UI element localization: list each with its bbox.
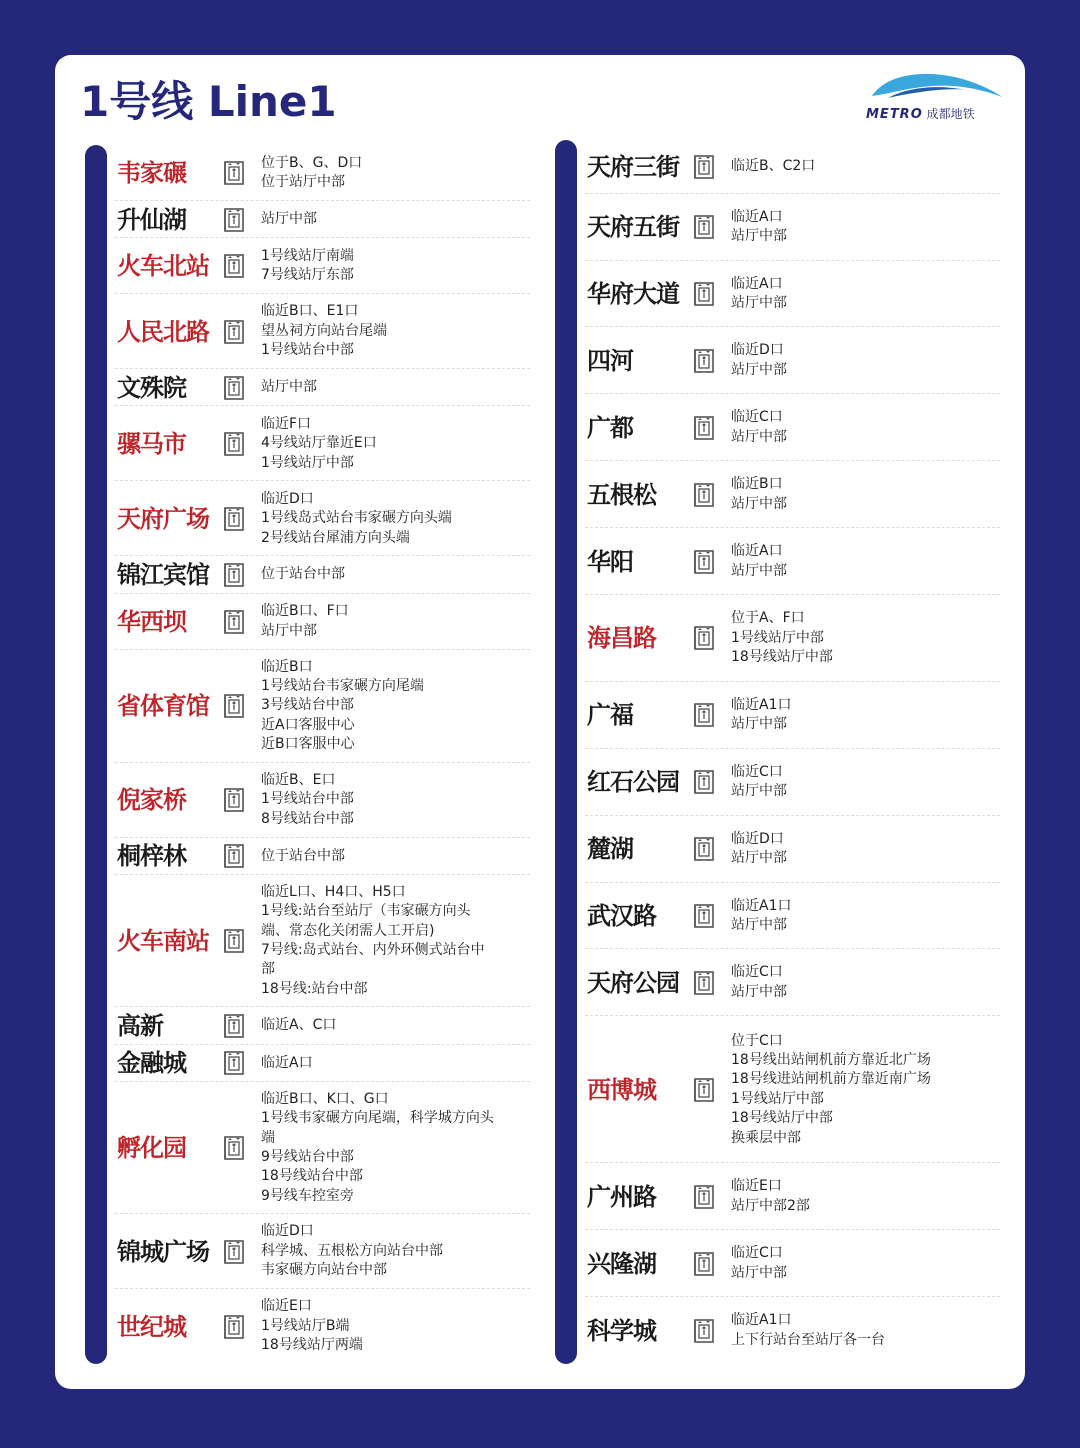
station-name[interactable]: 华府大道: [587, 280, 679, 308]
location-line: 临近B口: [731, 476, 783, 493]
elevator-location: [261, 378, 317, 397]
elevator-location: [261, 210, 317, 229]
elevator-location: [261, 1090, 494, 1206]
station-row: [85, 294, 530, 369]
station-name[interactable]: 文殊院: [117, 373, 186, 402]
station-name[interactable]: 红石公园: [587, 768, 679, 797]
elevator-location: [261, 1016, 336, 1035]
location-line: 站厅中部: [731, 361, 787, 378]
elevator-icon: [223, 253, 249, 279]
elevator-icon: [223, 1239, 249, 1265]
elevator-location: [731, 963, 787, 1002]
metro-logo: [866, 66, 1006, 126]
station-row: [555, 1297, 1000, 1364]
elevator-icon: [693, 702, 719, 728]
elevator-location: [261, 1054, 313, 1073]
location-line: 1号线站台中部: [261, 342, 354, 359]
location-line: 站厅中部: [261, 379, 317, 396]
location-line: 换乘层中部: [731, 1129, 801, 1146]
elevator-icon: [223, 160, 249, 186]
elevator-location: [731, 830, 787, 869]
station-name[interactable]: 五根松: [587, 480, 656, 509]
station-row: [555, 682, 1000, 749]
location-line: 临近F口: [261, 415, 312, 432]
station-name[interactable]: 韦家碾: [117, 158, 186, 187]
station-name[interactable]: 广福: [587, 701, 633, 730]
elevator-icon: [223, 928, 249, 954]
location-line: 临近C口: [731, 964, 783, 981]
elevator-icon: [693, 281, 719, 307]
location-line: 临近C口: [731, 763, 783, 780]
location-line: 18号线站台中部: [261, 1168, 363, 1185]
elevator-location: [731, 542, 787, 581]
station-row: [555, 1163, 1000, 1230]
location-line: 临近L口、H4口、H5口: [261, 883, 406, 900]
location-line: 1号线站厅南端: [261, 247, 354, 264]
location-line: 端、常态化关闭需人工开启): [261, 922, 435, 939]
location-line: 1号线岛式站台韦家碾方向头端: [261, 510, 452, 527]
station-row: [555, 261, 1000, 328]
page-title: 1号线 Line1: [80, 77, 337, 126]
elevator-location: [731, 341, 787, 380]
line-bar: [85, 145, 107, 1364]
location-line: 站厅中部: [731, 428, 787, 445]
location-line: 临近A、C口: [261, 1017, 337, 1034]
elevator-location: [261, 154, 362, 193]
location-line: 8号线站台中部: [261, 810, 354, 827]
location-line: 临近D口: [731, 342, 784, 359]
station-row: [85, 594, 530, 650]
location-line: 临近B、C2口: [731, 158, 816, 175]
location-line: 临近A1口: [731, 897, 792, 914]
elevator-location: [731, 408, 787, 447]
station-row: [555, 461, 1000, 528]
location-line: 1号线站厅B端: [261, 1317, 350, 1334]
location-line: 1号线韦家碾方向尾端，科学城方向头: [261, 1110, 494, 1127]
station-name[interactable]: 人民北路: [117, 317, 209, 346]
station-row: [555, 528, 1000, 595]
location-line: 近A口客服中心: [261, 716, 355, 733]
station-row: [555, 949, 1000, 1016]
elevator-location: [261, 415, 377, 473]
station-name[interactable]: 天府三街: [587, 152, 679, 181]
metro-logo-text: METRO 成都地铁: [866, 107, 975, 122]
location-line: 位于B、G、D口: [261, 154, 363, 171]
elevator-location: [731, 157, 815, 176]
station-row: [85, 406, 530, 481]
station-name[interactable]: 麓湖: [587, 835, 633, 864]
elevator-icon: [223, 1314, 249, 1340]
location-line: 临近D口: [731, 830, 784, 847]
station-row: [555, 595, 1000, 682]
station-row: [85, 238, 530, 294]
location-line: 临近B、E口: [261, 772, 336, 789]
elevator-location: [731, 1311, 885, 1350]
elevator-icon: [693, 625, 719, 651]
station-name[interactable]: 省体育馆: [117, 692, 209, 721]
location-line: 18号线站厅中部: [731, 1110, 833, 1127]
elevator-location: [731, 1032, 931, 1148]
location-line: 临近D口: [261, 490, 314, 507]
station-row: [555, 140, 1000, 194]
elevator-icon: [693, 903, 719, 929]
location-line: 18号线:站台中部: [261, 980, 368, 997]
elevator-location: [731, 696, 791, 735]
elevator-icon: [693, 214, 719, 240]
location-line: 3号线站台中部: [261, 697, 354, 714]
elevator-location: [731, 1244, 787, 1283]
station-name[interactable]: 锦江宾馆: [117, 560, 209, 589]
location-line: 9号线车控室旁: [261, 1187, 354, 1204]
elevator-icon: [693, 348, 719, 374]
station-name[interactable]: 火车北站: [117, 252, 209, 281]
location-line: 站厅中部2部: [731, 1197, 810, 1214]
elevator-location: [261, 602, 349, 641]
location-line: 部: [261, 961, 275, 978]
location-line: 位于站厅中部: [261, 173, 345, 190]
station-row: [85, 481, 530, 556]
elevator-icon: [223, 319, 249, 345]
station-name[interactable]: 四河: [587, 346, 633, 375]
station-name[interactable]: 广都: [587, 413, 633, 442]
station-name[interactable]: 兴隆湖: [587, 1249, 656, 1278]
elevator-icon: [223, 431, 249, 457]
location-line: 位于A、F口: [731, 610, 805, 627]
location-line: 9号线站台中部: [261, 1149, 354, 1166]
location-line: 站厅中部: [731, 917, 787, 933]
elevator-icon: [223, 843, 249, 869]
location-line: 1号线:站台至站厅（韦家碾方向头: [261, 903, 471, 920]
station-row: [85, 369, 530, 406]
station-row: [555, 883, 1000, 950]
location-line: 站厅中部: [731, 783, 787, 800]
elevator-location: [261, 883, 485, 999]
elevator-icon: [693, 769, 719, 795]
location-line: 站厅中部: [261, 622, 317, 639]
station-name[interactable]: 华阳: [587, 547, 633, 576]
location-line: 临近B口、E1口: [261, 303, 359, 320]
location-line: 临近A口: [731, 208, 783, 225]
location-line: 望丛祠方向站台尾端: [261, 322, 387, 339]
station-name[interactable]: 世纪城: [117, 1312, 186, 1341]
station-name[interactable]: 骡马市: [117, 429, 186, 458]
station-name[interactable]: 天府五街: [587, 213, 679, 242]
location-line: 临近A1口: [731, 1312, 792, 1329]
location-line: 科学城、五根松方向站台中部: [261, 1242, 443, 1259]
station-name[interactable]: 孵化园: [117, 1134, 186, 1162]
location-line: 18号线站厅两端: [261, 1337, 363, 1354]
station-name[interactable]: 武汉路: [587, 902, 656, 930]
elevator-location: [731, 897, 791, 936]
location-line: 站厅中部: [731, 983, 787, 1000]
location-line: 临近B口、F口: [261, 603, 349, 620]
location-line: 4号线站厅靠近E口: [261, 435, 377, 452]
elevator-icon: [693, 415, 719, 441]
elevator-location: [261, 1297, 363, 1355]
station-row: [555, 327, 1000, 394]
elevator-icon: [693, 154, 719, 180]
elevator-location: [261, 847, 345, 866]
location-line: 临近A1口: [731, 696, 792, 713]
station-name[interactable]: 升仙湖: [117, 205, 186, 234]
station-row: [85, 1007, 530, 1044]
station-row: [555, 1230, 1000, 1297]
station-row: [85, 875, 530, 1007]
elevator-icon: [693, 836, 719, 862]
station-name[interactable]: 高新: [117, 1011, 163, 1040]
elevator-location: [261, 565, 345, 584]
station-row: [555, 194, 1000, 261]
elevator-icon: [223, 207, 249, 233]
location-line: 站厅中部: [261, 210, 317, 227]
location-line: 临近E口: [261, 1298, 312, 1315]
location-line: 站厅中部: [731, 228, 787, 245]
station-row: [85, 1082, 530, 1214]
location-line: 站厅中部: [731, 562, 787, 579]
station-name[interactable]: 锦城广场: [117, 1237, 209, 1266]
line-bar: [555, 140, 577, 1364]
station-name[interactable]: 天府广场: [117, 504, 209, 533]
location-line: 18号线站厅中部: [731, 649, 833, 666]
elevator-icon: [223, 1013, 249, 1039]
location-line: 端: [261, 1129, 275, 1146]
elevator-icon: [693, 482, 719, 508]
location-line: 站厅中部: [731, 850, 787, 867]
elevator-icon: [693, 1184, 719, 1210]
location-line: 站厅中部: [731, 716, 787, 733]
location-line: 临近B口: [261, 658, 313, 675]
station-row: [555, 394, 1000, 461]
location-line: 近B口客服中心: [261, 736, 355, 753]
elevator-icon: [693, 1251, 719, 1277]
location-line: 临近A口: [731, 275, 783, 292]
elevator-location: [731, 475, 787, 514]
location-line: 1号线站台中部: [261, 791, 354, 808]
location-line: 临近E口: [731, 1178, 782, 1195]
location-line: 上下行站台至站厅各一台: [731, 1331, 885, 1348]
elevator-location: [731, 609, 833, 667]
station-name[interactable]: 桐梓林: [117, 842, 186, 871]
location-line: 临近A口: [261, 1054, 313, 1071]
station-name[interactable]: 广州路: [587, 1182, 656, 1211]
location-line: 站厅中部: [731, 1264, 787, 1281]
station-name[interactable]: 华西坝: [117, 607, 186, 636]
elevator-location: [261, 658, 424, 755]
elevator-location: [731, 763, 787, 802]
station-row: [85, 763, 530, 838]
elevator-icon: [693, 1077, 719, 1103]
station-row: [555, 749, 1000, 816]
station-row: [85, 556, 530, 593]
location-line: 18号线出站闸机前方靠近北广场: [731, 1052, 931, 1069]
station-row: [555, 1016, 1000, 1163]
elevator-icon: [693, 1318, 719, 1344]
station-row: [85, 1045, 530, 1082]
location-line: 临近A口: [731, 543, 783, 560]
station-name[interactable]: 金融城: [117, 1049, 186, 1078]
station-row: [85, 1214, 530, 1289]
elevator-location: [731, 275, 787, 314]
metro-logo-icon: [866, 66, 1006, 110]
location-line: 临近D口: [261, 1223, 314, 1240]
elevator-icon: [223, 609, 249, 635]
location-line: 1号线站厅中部: [731, 1090, 824, 1107]
elevator-location: [731, 1177, 810, 1216]
location-line: 1号线站厅中部: [731, 629, 824, 646]
station-name[interactable]: 海昌路: [587, 624, 656, 653]
elevator-location: [731, 208, 787, 247]
location-line: 韦家碾方向站台中部: [261, 1262, 387, 1279]
location-line: 位于站台中部: [261, 566, 345, 583]
station-row: [85, 1289, 530, 1364]
elevator-location: [261, 1222, 443, 1280]
location-line: 站厅中部: [731, 295, 787, 311]
station-name[interactable]: 火车南站: [117, 927, 209, 956]
elevator-location: [261, 490, 452, 548]
location-line: 位于站台中部: [261, 847, 345, 864]
elevator-icon: [223, 506, 249, 532]
station-row: [85, 838, 530, 875]
station-name[interactable]: 天府公园: [587, 968, 679, 997]
elevator-icon: [693, 970, 719, 996]
location-line: 临近B口、K口、G口: [261, 1090, 389, 1107]
location-line: 站厅中部: [731, 495, 787, 512]
station-row: [85, 650, 530, 763]
station-row: [85, 145, 530, 201]
elevator-icon: [223, 787, 249, 813]
location-line: 位于C口: [731, 1032, 783, 1049]
elevator-icon: [693, 549, 719, 575]
elevator-icon: [223, 1050, 249, 1076]
elevator-icon: [223, 1135, 249, 1161]
location-line: 临近C口: [731, 409, 783, 426]
location-line: 2号线站台犀浦方向头端: [261, 529, 410, 546]
station-name[interactable]: 西博城: [587, 1075, 656, 1104]
station-row: [555, 816, 1000, 883]
location-line: 临近C口: [731, 1245, 783, 1262]
location-line: 7号线:岛式站台、内外环侧式站台中: [261, 942, 485, 959]
elevator-location: [261, 302, 387, 360]
location-line: 18号线进站闸机前方靠近南广场: [731, 1071, 931, 1088]
elevator-icon: [223, 375, 249, 401]
elevator-icon: [223, 562, 249, 588]
station-name[interactable]: 科学城: [587, 1316, 656, 1345]
elevator-location: [261, 247, 354, 286]
location-line: 1号线站台韦家碾方向尾端: [261, 678, 424, 694]
station-name[interactable]: 倪家桥: [117, 786, 186, 815]
location-line: 7号线站厅东部: [261, 267, 354, 284]
station-row: [85, 201, 530, 238]
elevator-icon: [223, 693, 249, 719]
elevator-location: [261, 771, 354, 829]
location-line: 1号线站厅中部: [261, 454, 354, 471]
